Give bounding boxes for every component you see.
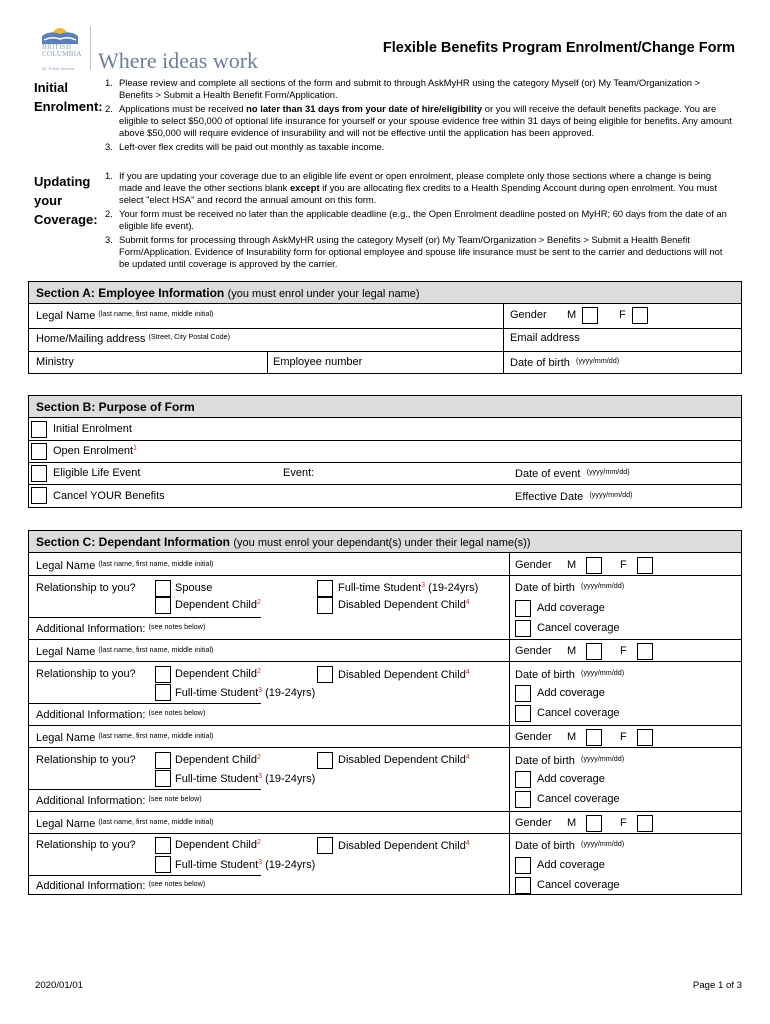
cancel-coverage-checkbox[interactable] xyxy=(515,620,531,637)
fulltime-student-label: Full-time Student$^3$ (19-24yrs) xyxy=(338,582,479,594)
gender-m-label: M xyxy=(567,731,577,743)
fulltime-student-checkbox[interactable] xyxy=(155,856,171,873)
fulltime-student-checkbox[interactable] xyxy=(155,770,171,787)
dependant-dob-field[interactable]: Date of birth $^{(yyyy/mm/dd)}$ xyxy=(515,754,625,767)
bc-crest-icon xyxy=(36,22,92,70)
add-coverage-checkbox[interactable] xyxy=(515,685,531,702)
fulltime-student-label: Full-time Student$^3$ (19-24yrs) xyxy=(175,859,316,871)
dependent-child-checkbox[interactable] xyxy=(155,597,171,614)
date-of-event-field[interactable]: Date of event $^{(yyyy/mm/dd)}$ xyxy=(515,467,630,480)
disabled-child-checkbox[interactable] xyxy=(317,837,333,854)
gender-label: Gender xyxy=(510,309,547,321)
gender-f-checkbox[interactable] xyxy=(632,307,648,324)
relationship-label: Relationship to you? xyxy=(36,839,136,851)
relationship-label: Relationship to you? xyxy=(36,668,136,680)
cancel-coverage-label: Cancel coverage xyxy=(537,707,620,719)
gender-f-label: F xyxy=(620,559,627,571)
section-c xyxy=(28,530,742,895)
disabled-child-checkbox[interactable] xyxy=(317,752,333,769)
gender-f-label: F xyxy=(620,645,627,657)
cancel-coverage-label: Cancel coverage xyxy=(537,622,620,634)
section-b-header: Section B: Purpose of Form xyxy=(29,396,741,418)
disabled-child-checkbox[interactable] xyxy=(317,666,333,683)
gender-f-label: F xyxy=(620,817,627,829)
fulltime-student-label: Full-time Student$^3$ (19-24yrs) xyxy=(175,773,316,785)
email-field[interactable]: Email address xyxy=(510,332,580,344)
section-c-header: Section C: Dependant Information (you must enrol your dependant(s) under their legal name(s)) xyxy=(29,531,741,553)
gender-m-checkbox[interactable] xyxy=(586,557,602,574)
cancel-coverage-checkbox[interactable] xyxy=(515,791,531,808)
open-enrolment-checkbox[interactable] xyxy=(31,443,47,460)
bc-logo xyxy=(36,22,259,73)
section-a xyxy=(28,281,742,374)
disabled-child-checkbox[interactable] xyxy=(317,597,333,614)
dependent-child-label: Dependent Child$^2$ xyxy=(175,599,261,611)
gender-f-checkbox[interactable] xyxy=(637,729,653,746)
dependant-dob-field[interactable]: Date of birth $^{(yyyy/mm/dd)}$ xyxy=(515,839,625,852)
add-coverage-label: Add coverage xyxy=(537,602,605,614)
crest-text: BRITISH COLUMBIA xyxy=(42,43,82,58)
relationship-label: Relationship to you? xyxy=(36,582,136,594)
dependant-dob-field[interactable]: Date of birth $^{(yyyy/mm/dd)}$ xyxy=(515,581,625,594)
page-number: Page 1 of 3 xyxy=(692,980,742,991)
address-field[interactable]: Home/Mailing address $^{(Street, City Postal Code)}$ xyxy=(36,332,230,345)
gender-m-checkbox[interactable] xyxy=(586,643,602,660)
form-title: Flexible Benefits Program Enrolment/Change Form xyxy=(382,40,735,56)
cancel-coverage-label: Cancel coverage xyxy=(537,793,620,805)
add-coverage-label: Add coverage xyxy=(537,773,605,785)
gender-label: Gender xyxy=(515,817,552,829)
initial-enrolment-label: Initial Enrolment xyxy=(53,423,132,435)
employee-number-field[interactable]: Employee number xyxy=(273,356,363,368)
gender-label: Gender xyxy=(515,731,552,743)
updating-instructions: 1. If you are updating your coverage due to an eligible life event or open enrolment, please complete only those sections where a change is being made and leave the other sections blank except if you are allocating flex credits to a Health Spending Account during open enrolment. You must select "elect HSA" and record the annual amount on this form. 2. Your form must be received no later than the applicable deadline (e.g., the Open Enrolment deadline posted on MyHR; 60 days from the date of an eligible life event). 3. Submit forms for processing through AskMyHR using the category Myself (or) My Team/Organization > Benefits > Submit a Health Benefit Form/Application. Evidence of Insurability form for optional employee and spouse life insurance must be sent to the carrier and deductions will not be updated until coverage is approved by the carrier. xyxy=(105,170,727,269)
gender-f-label: F xyxy=(619,309,626,321)
dependent-child-checkbox[interactable] xyxy=(155,837,171,854)
gender-m-checkbox[interactable] xyxy=(586,815,602,832)
disabled-child-label: Disabled Dependent Child$^4$ xyxy=(338,599,470,611)
gender-m-checkbox[interactable] xyxy=(586,729,602,746)
disabled-child-label: Disabled Dependent Child$^4$ xyxy=(338,840,470,852)
spouse-checkbox[interactable] xyxy=(155,580,171,597)
dob-field[interactable]: Date of birth $^{(yyyy/mm/dd)}$ xyxy=(510,356,620,369)
dependant-legal-name-field[interactable]: Legal Name $^{(last name, first name, middle initial)}$ xyxy=(36,731,214,744)
ministry-field[interactable]: Ministry xyxy=(36,356,74,368)
life-event-label: Eligible Life Event xyxy=(53,467,141,479)
updating-coverage-label: Updating your Coverage: xyxy=(34,174,98,227)
event-field[interactable]: Event: xyxy=(283,467,315,479)
spouse-label: Spouse xyxy=(175,582,213,594)
dependant-legal-name-field[interactable]: Legal Name $^{(last name, first name, middle initial)}$ xyxy=(36,817,214,830)
additional-info-field[interactable]: Additional Information: $^{(see note below)}$ xyxy=(36,794,202,807)
relationship-label: Relationship to you? xyxy=(36,754,136,766)
gender-m-checkbox[interactable] xyxy=(582,307,598,324)
add-coverage-label: Add coverage xyxy=(537,859,605,871)
gender-m-label: M xyxy=(567,817,577,829)
cancel-coverage-checkbox[interactable] xyxy=(515,877,531,894)
initial-instructions: 1. Please review and complete all sections of the form and submit to through AskMyHR using the category Myself (or) My Team/Organization > Benefits > Submit a Health Benefit Form/Application. 2. Applications must be received no later than 31 days from your date of hire/eligibility or you will receive the default benefits package. You are eligible to select $50,000 of optional life insurance for yourself or your spouse evidence free within 31 days of being eligible for benefits. Any amount above $50,000 will require evidence of insurability and will not be effective until the application has been approved. 3. Left-over flex credits will be paid out monthly as taxable income. xyxy=(105,77,732,152)
gender-m-label: M xyxy=(567,645,577,657)
gender-f-checkbox[interactable] xyxy=(637,815,653,832)
gender-label: Gender xyxy=(515,559,552,571)
dependent-child-checkbox[interactable] xyxy=(155,666,171,683)
life-event-checkbox[interactable] xyxy=(31,465,47,482)
dependent-child-label: Dependent Child$^2$ xyxy=(175,668,261,680)
crest-subtext: BC Public Service xyxy=(42,66,75,71)
cancel-benefits-checkbox[interactable] xyxy=(31,487,47,504)
gender-f-checkbox[interactable] xyxy=(637,557,653,574)
dependant-legal-name-field[interactable]: Legal Name $^{(last name, first name, middle initial)}$ xyxy=(36,645,214,658)
legal-name-field[interactable]: Legal Name $^{(last name, first name, middle initial)}$ xyxy=(36,309,214,322)
dependent-child-label: Dependent Child$^2$ xyxy=(175,839,261,851)
disabled-child-label: Disabled Dependent Child$^4$ xyxy=(338,754,470,766)
add-coverage-checkbox[interactable] xyxy=(515,600,531,617)
dependant-legal-name-field[interactable]: Legal Name $^{(last name, first name, middle initial)}$ xyxy=(36,559,214,572)
additional-info-field[interactable]: Additional Information: $^{(see notes below)}$ xyxy=(36,708,206,721)
initial-enrolment-checkbox[interactable] xyxy=(31,421,47,438)
dependent-child-label: Dependent Child$^2$ xyxy=(175,754,261,766)
gender-label: Gender xyxy=(515,645,552,657)
additional-info-field[interactable]: Additional Information: $^{(see notes below)}$ xyxy=(36,879,206,892)
open-enrolment-label: Open Enrolment$^1$ xyxy=(53,445,138,457)
gender-m-label: M xyxy=(567,309,577,321)
fulltime-student-checkbox[interactable] xyxy=(155,684,171,701)
disabled-child-label: Disabled Dependent Child$^4$ xyxy=(338,669,470,681)
tagline: Where ideas work xyxy=(98,48,259,73)
section-a-header: Section A: Employee Information (you must enrol under your legal name) xyxy=(29,282,741,304)
fulltime-student-label: Full-time Student$^3$ (19-24yrs) xyxy=(175,687,316,699)
add-coverage-checkbox[interactable] xyxy=(515,771,531,788)
add-coverage-checkbox[interactable] xyxy=(515,857,531,874)
effective-date-field[interactable]: Effective Date $^{(yyyy/mm/dd)}$ xyxy=(515,490,633,503)
add-coverage-label: Add coverage xyxy=(537,687,605,699)
gender-m-label: M xyxy=(567,559,577,571)
section-b xyxy=(28,395,742,508)
footer-date: 2020/01/01 xyxy=(35,980,84,991)
fulltime-student-checkbox[interactable] xyxy=(317,580,333,597)
cancel-coverage-checkbox[interactable] xyxy=(515,705,531,722)
gender-f-label: F xyxy=(620,731,627,743)
cancel-coverage-label: Cancel coverage xyxy=(537,879,620,891)
dependant-dob-field[interactable]: Date of birth $^{(yyyy/mm/dd)}$ xyxy=(515,668,625,681)
dependent-child-checkbox[interactable] xyxy=(155,752,171,769)
initial-enrolment-label: Initial Enrolment: xyxy=(34,80,103,114)
gender-f-checkbox[interactable] xyxy=(637,643,653,660)
cancel-benefits-label: Cancel YOUR Benefits xyxy=(53,490,165,502)
additional-info-field[interactable]: Additional Information: $^{(see notes below)}$ xyxy=(36,622,206,635)
